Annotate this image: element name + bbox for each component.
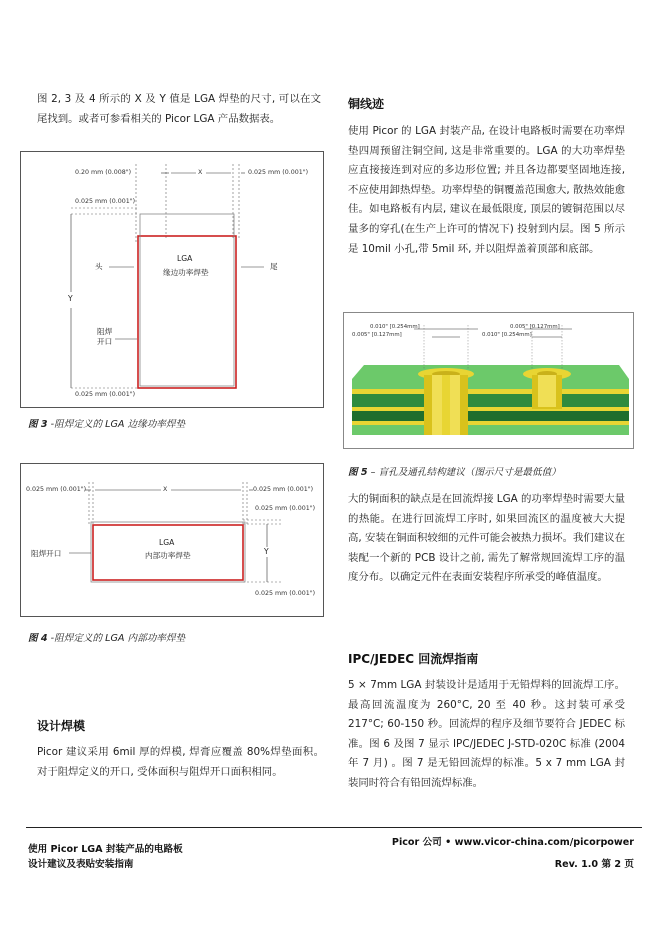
- footer-company-link[interactable]: Picor 公司 • www.vicor-china.com/picorpower: [391, 837, 634, 848]
- figure-4-caption-text: -阻焊定义的 LGA 内部功率焊垫: [47, 633, 186, 644]
- reflow-paragraph: 5 × 7mm LGA 封装设计是适用于无铅焊料的回流焊工序。最高回流温度为 260°C, 20 至 40 秒。这封装可承受 217°C; 60-150 秒。回流焊的程序及细节要符合 JEDEC 标准。图 6 及图 7 显示 IPC/JEDEC J-STD-020C 标准 (2004 年 7 月) 。图 7 是无铅回流焊的标准。5 x 7 mm LGA 封装同时符合有铅回流焊标准。: [348, 679, 625, 789]
- figure-5-caption: [348, 464, 561, 478]
- fig3-pad-label-2: 缘边功率焊垫: [163, 268, 209, 277]
- figure-3-edge-power-pad: [20, 151, 324, 408]
- copper-drawback-paragraph: 大的铜面积的缺点是在回流焊接 LGA 的功率焊垫时需要大量的热能。在进行回流焊工序时, 如果回流区的温度被大大提高, 安装在铜面积较细的元件可能会被热力损坏。我们建议在装配一个新的 PCB 设计之前, 需先了解常规回流焊工序的温度分布。以确定元件在表面安装程序所承受的峰值温度。: [348, 493, 625, 584]
- fig4-mask-label: 阻焊开口: [31, 549, 62, 558]
- figure-3-caption-text: -阻焊定义的 LGA 边缘功率焊垫: [47, 419, 186, 430]
- reflow-heading: IPC/JEDEC 回流焊指南: [348, 652, 479, 666]
- copper-paragraph: 使用 Picor 的 LGA 封装产品, 在设计电路板时需要在功率焊垫四周预留注铜空间, 这是非常重要的。LGA 的大功率焊垫应直接接连到对应的多边形位置; 并且各边都要坚固地连接, 不应使用卸热焊垫。功率焊垫的铜覆盖范围愈大, 散热效能愈佳。如电路板有内层, 建议在最低限度, 顶层的镀铜范围以尽量多的穿孔(在生产上许可的情况下) 投射到内层。图 5 所示是 10mil 小孔,带 5mil 环, 并以阻焊盖着顶部和底部。: [348, 125, 625, 255]
- fig3-dim-top-left: 0.20 mm (0.008"): [75, 169, 132, 176]
- figure-5-caption-text: – 盲孔及通孔结构建议（图示尺寸是最低值）: [367, 467, 561, 478]
- fig3-mask-label-1: 阻焊: [97, 327, 113, 336]
- figure-5-number: 图 5: [348, 467, 368, 478]
- fig5-dim-c: 0.005" [0.127mm]: [510, 324, 560, 330]
- fig4-pad-label-2: 内部功率焊垫: [145, 551, 191, 560]
- footer-divider: [26, 827, 642, 828]
- figure-3-number: 图 3: [28, 419, 48, 430]
- fig5-dim-a: 0.010" [0.254mm]: [370, 324, 420, 330]
- fig3-dim-top-right: 0.025 mm (0.001"): [248, 169, 309, 176]
- fig3-head-label: 头: [95, 262, 103, 271]
- fig4-dim-x: X: [163, 486, 168, 493]
- fig4-y-label: Y: [264, 547, 269, 556]
- fig5-dim-d: 0.010" [0.254mm]: [482, 332, 532, 338]
- intro-paragraph: 图 2, 3 及 4 所示的 X 及 Y 值是 LGA 焊垫的尺寸, 可以在文尾找到。或者可参看相关的 Picor LGA 产品数据表。: [37, 93, 321, 125]
- fig5-dim-b: 0.005" [0.127mm]: [352, 332, 402, 338]
- footer-title: [28, 842, 183, 872]
- fig4-dim-top-right: 0.025 mm (0.001"): [253, 486, 314, 493]
- footer-revision-page: Rev. 1.0 第 2 页: [554, 859, 634, 870]
- figure-3-caption: [28, 416, 185, 430]
- fig3-mask-label-2: 开口: [97, 337, 113, 346]
- fig3-dim-x: X: [198, 169, 203, 176]
- fig4-dim-bottom: 0.025 mm (0.001"): [255, 590, 316, 597]
- figure-3-drawing: [21, 152, 323, 407]
- figure-4-internal-power-pad: [20, 463, 324, 617]
- fig4-dim-right-2: 0.025 mm (0.001"): [255, 505, 316, 512]
- pad-outline: [140, 214, 234, 386]
- footer-title-line-2: 设计建议及表贴安装指南: [28, 859, 134, 870]
- footer-title-line-1: 使用 Picor LGA 封装产品的电路板: [28, 844, 183, 855]
- fig3-dim-left-top: 0.025 mm (0.001"): [75, 198, 136, 205]
- fig4-pad-label-1: LGA: [159, 538, 175, 547]
- fig4-dim-top-left: 0.025 mm (0.001"): [26, 486, 87, 493]
- stencil-paragraph: Picor 建议采用 6mil 厚的焊模, 焊膏应覆盖 80%焊垫面积。对于阻焊定义的开口, 受体面积与阻焊开口面积相同。: [37, 746, 324, 778]
- fig3-pad-label-1: LGA: [177, 254, 193, 263]
- fig3-tail-label: 尾: [270, 262, 278, 271]
- fig3-y-label: Y: [68, 294, 73, 303]
- figure-4-number: 图 4: [28, 633, 48, 644]
- copper-heading: 铜线迹: [348, 97, 385, 111]
- figure-4-caption: [28, 630, 185, 644]
- figure-5-via-structure: [343, 312, 634, 449]
- fig3-dim-bottom: 0.025 mm (0.001"): [75, 391, 136, 398]
- stencil-heading: 设计焊模: [37, 719, 86, 733]
